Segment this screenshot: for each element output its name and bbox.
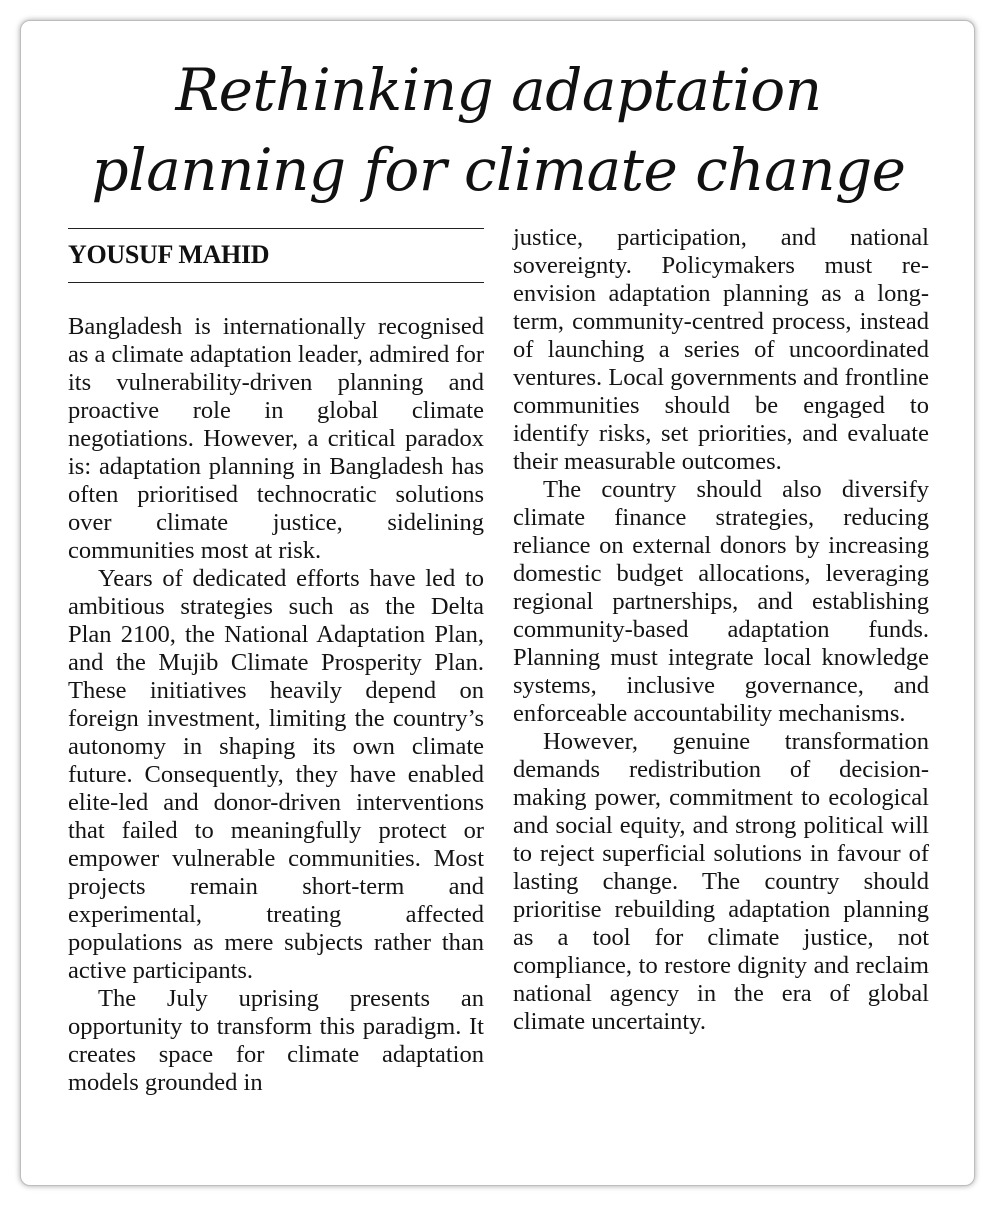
paragraph-4: The country should also diversify climate finance strategies, reducing reliance on external donors by increasing domestic budget allocations, leveraging regional partnerships, and establishing community-based adaptation funds. Planning must integrate local knowledge systems, inclusive governance, and enforceable accountability mechanisms.: [513, 476, 929, 727]
headline-line-2: planning for climate change: [91, 136, 906, 204]
paragraph-2: Years of dedicated efforts have led to ambitious strategies such as the Delta Plan 2100, the National Adaptation Plan, and the Mujib Climate Prosperity Plan. These initiatives heavily depend on foreign investment, limiting the country’s autonomy in shaping its own climate future. Consequently, they have enabled elite-led and donor-driven interventions that failed to meaningfully protect or empower vulnerable communities. Most projects remain short-term and experimental, treating affected populations as mere subjects rather than active participants.: [68, 565, 484, 984]
byline: YOUSUF MAHID: [68, 240, 270, 269]
paragraph-1: Bangladesh is internationally recognised as a climate adaptation leader, admired for its vulnerability-driven planning and proactive role in global climate negotiations. However, a critical paradox is: adaptation planning in Bangladesh has often prioritised technocratic solutions over climate justice, sidelining communities most at risk.: [68, 313, 484, 564]
headline: [0, 50, 997, 210]
byline-bottom-rule: [68, 282, 484, 283]
left-column: [68, 313, 484, 1097]
paragraph-3-continued: justice, participation, and national sovereignty. Policymakers must re-envision adaptation planning as a long-term, community-centred process, instead of launching a series of uncoordinated ventures. Local governments and frontline communities should be engaged to identify risks, set priorities, and evaluate their measurable outcomes.: [513, 224, 929, 475]
right-column: [513, 224, 929, 1036]
headline-line-1: Rethinking adaptation: [175, 56, 822, 124]
byline-top-rule: [68, 228, 484, 229]
paragraph-3: The July uprising presents an opportunity to transform this paradigm. It creates space for climate adaptation models grounded in: [68, 985, 484, 1096]
paragraph-5: However, genuine transformation demands redistribution of decision-making power, commitment to ecological and social equity, and strong political will to reject superficial solutions in favour of lasting change. The country should prioritise rebuilding adaptation planning as a tool for climate justice, not compliance, to restore dignity and reclaim national agency in the era of global climate uncertainty.: [513, 728, 929, 1035]
